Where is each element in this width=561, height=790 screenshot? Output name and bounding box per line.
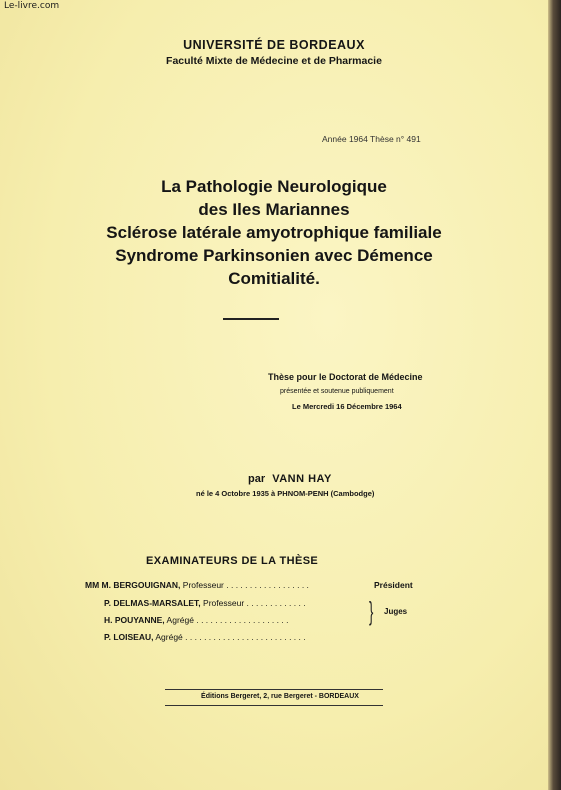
watermark: Le-livre.com <box>4 1 60 11</box>
examiner-row <box>104 632 306 642</box>
examiners-heading: EXAMINATEURS DE LA THÈSE <box>146 555 319 567</box>
examiner-prefix: P. <box>104 598 111 608</box>
examiner-title: Agrégé <box>155 632 183 642</box>
examiner-row <box>104 598 306 608</box>
title-line: Sclérose latérale amyotrophique familiale <box>106 223 442 242</box>
examiner-name: DELMAS-MARSALET, <box>113 598 201 608</box>
thesis-title <box>0 175 548 290</box>
juges-label: Juges <box>384 607 408 616</box>
examiner-row <box>85 580 309 590</box>
page-edge-shadow <box>548 0 561 790</box>
author-name: VANN HAY <box>272 473 332 485</box>
title-line: Comitialité. <box>228 269 320 288</box>
examiner-title: Agrégé <box>166 615 194 625</box>
president-label: Président <box>374 580 413 590</box>
examiner-dots: . . . . . . . . . . . . . <box>246 598 306 608</box>
author-line <box>248 473 332 485</box>
examiner-prefix: P. <box>104 632 111 642</box>
examiner-title: Professeur <box>182 580 224 590</box>
examiner-row <box>104 615 288 625</box>
examiner-title: Professeur <box>203 598 245 608</box>
faculty-name: Faculté Mixte de Médecine et de Pharmacie <box>166 55 382 67</box>
title-line: des Iles Mariannes <box>198 200 350 219</box>
thesis-doctorate-line: Thèse pour le Doctorat de Médecine <box>268 372 423 382</box>
brace-icon: } <box>369 596 374 626</box>
footer-bottom-rule <box>165 705 383 706</box>
examiner-dots: . . . . . . . . . . . . . . . . . . . . . . . . . . <box>185 632 306 642</box>
footer-top-rule <box>165 689 383 690</box>
author-by: par <box>248 473 266 485</box>
examiner-prefix: MM M. <box>85 580 111 590</box>
examiner-name: BERGOUIGNAN, <box>113 580 181 590</box>
thesis-presented-line: présentée et soutenue publiquement <box>280 388 394 395</box>
title-divider <box>223 318 279 320</box>
title-line: Syndrome Parkinsonien avec Démence <box>115 246 433 265</box>
title-line: La Pathologie Neurologique <box>161 177 387 196</box>
year-thesis-number: Année 1964 Thèse n° 491 <box>322 134 421 144</box>
examiner-name: LOISEAU, <box>113 632 154 642</box>
university-name: UNIVERSITÉ DE BORDEAUX <box>183 38 365 52</box>
examiner-dots: . . . . . . . . . . . . . . . . . . . . <box>196 615 289 625</box>
examiner-dots: . . . . . . . . . . . . . . . . . . <box>226 580 309 590</box>
examiner-prefix: H. <box>104 615 113 625</box>
examiner-name: POUYANNE, <box>114 615 165 625</box>
thesis-date: Le Mercredi 16 Décembre 1964 <box>292 402 402 411</box>
publisher-footer: Éditions Bergeret, 2, rue Bergeret - BORDEAUX <box>201 693 359 700</box>
author-birth: né le 4 Octobre 1935 à PHNOM-PENH (Cambodge) <box>196 489 375 498</box>
